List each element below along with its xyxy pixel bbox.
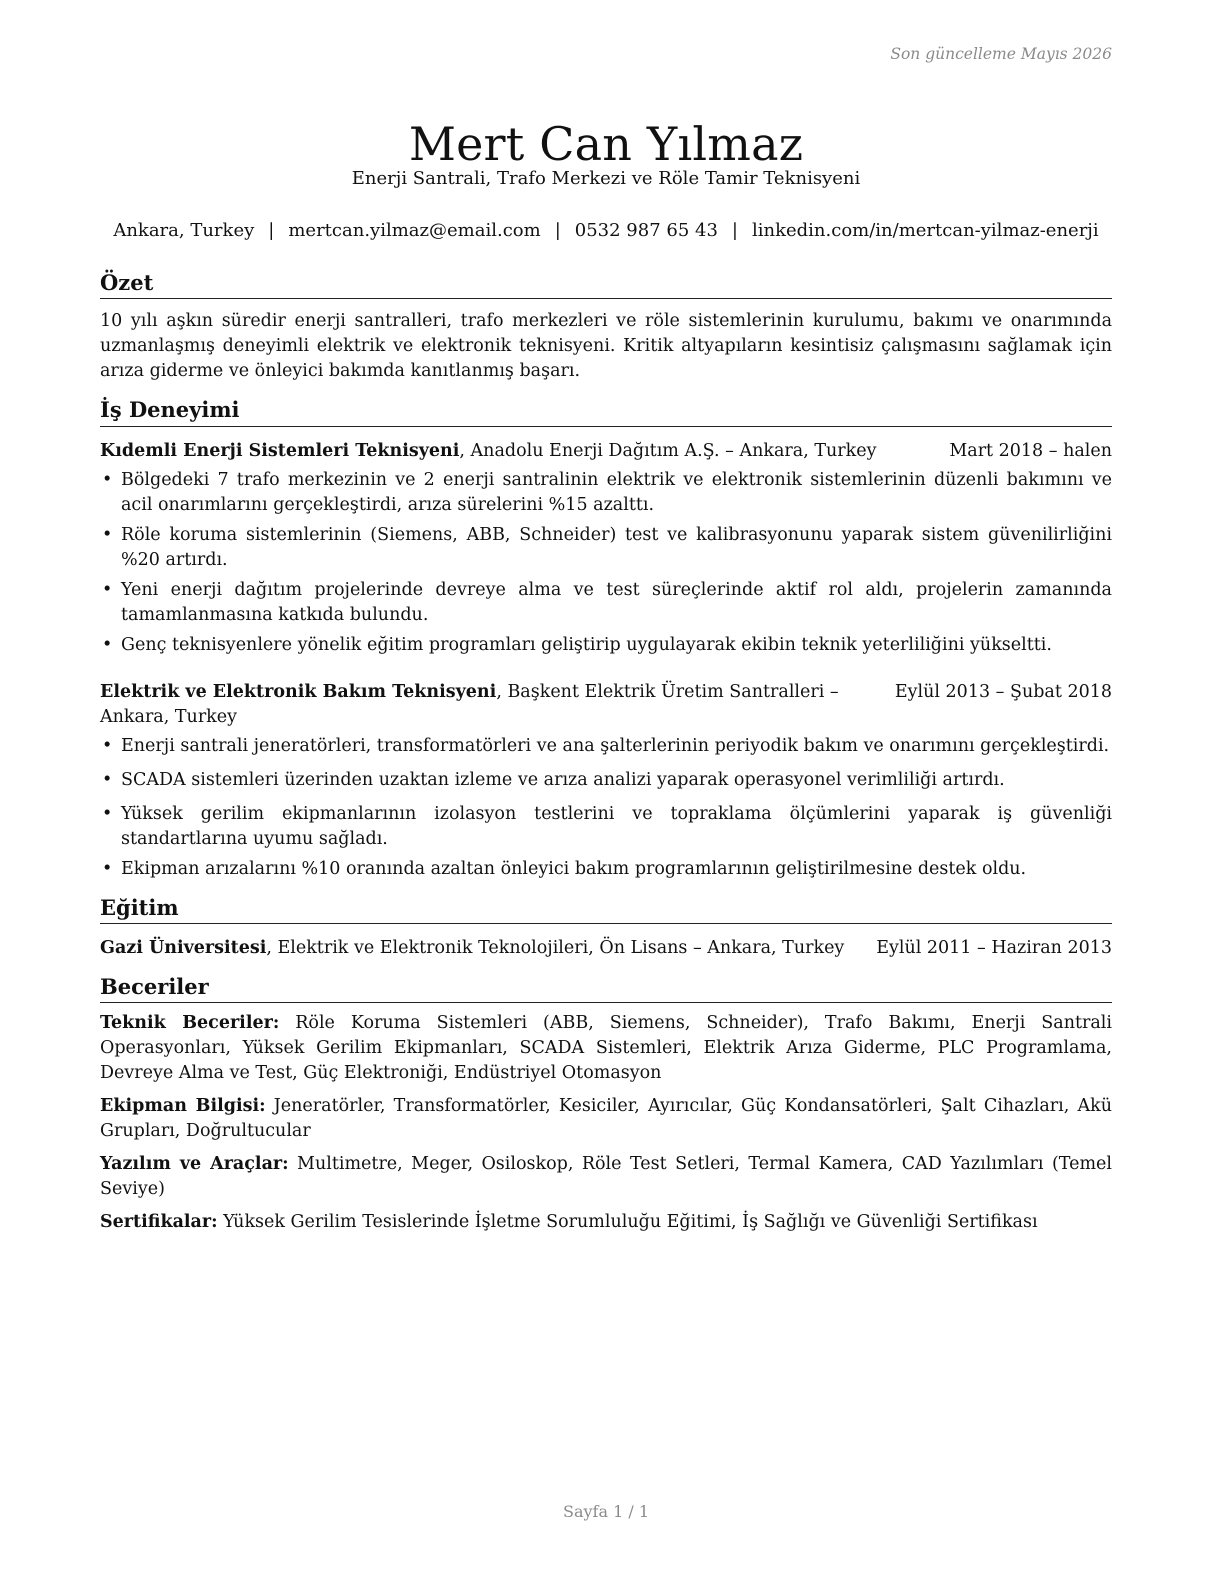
contact-separator: | [554, 220, 561, 241]
contact-email[interactable]: mertcan.yilmaz@email.com [288, 220, 541, 241]
bullet-dot-icon: • [102, 634, 113, 655]
job-role: Elektrik ve Elektronik Bakım Teknisyeni [100, 681, 497, 702]
bullet-text: Bölgedeki 7 trafo merkezinin ve 2 enerji santralinin elektrik ve elektronik sistemlerinin düzenli bakımını ve acil onarımlarını gerçekleştirdi, arıza sürelerini %15 azalttı. [121, 469, 1112, 515]
skill-text: Röle Koruma Sistemleri (ABB, Siemens, Schneider), Trafo Bakımı, Enerji Santrali Operasyonları, Yüksek Gerilim Ekipmanları, SCADA Sistemleri, Elektrik Arıza Giderme, PLC Programlama, Devreye Alma ve Test, Güç Elektroniği, Endüstriyel Otomasyon [100, 1013, 1112, 1083]
job-role: Kıdemli Enerji Sistemleri Teknisyeni [100, 440, 460, 461]
education-heading: Eğitim [100, 895, 1112, 924]
bullet-item [100, 633, 1112, 658]
skill-text: Yüksek Gerilim Tesislerinde İşletme Sorumluluğu Eğitimi, İş Sağlığı ve Güvenliği Sertifikası [217, 1212, 1038, 1232]
contact-separator: | [731, 220, 738, 241]
skills-heading: Beceriler [100, 974, 1112, 1003]
job-dates: Eylül 2013 – Şubat 2018 [894, 681, 1112, 702]
job-title: Enerji Santrali, Trafo Merkezi ve Röle Tamir Teknisyeni [351, 168, 861, 189]
skill-label: Ekipman Bilgisi: [100, 1096, 266, 1116]
bullet-text: SCADA sistemleri üzerinden uzaktan izleme ve arıza analizi yaparak operasyonel verimliliği artırdı. [121, 769, 1005, 790]
skill-group [100, 1152, 1112, 1202]
skill-group [100, 1210, 1112, 1235]
education-details: , Elektrik ve Elektronik Teknolojileri, Ön Lisans – Ankara, Turkey [266, 937, 845, 958]
bullet-dot-icon: • [102, 858, 113, 879]
contact-separator: | [268, 220, 275, 241]
job-entry [100, 439, 1112, 658]
experience-section [100, 397, 1112, 881]
bullet-text: Yüksek gerilim ekipmanlarının izolasyon testlerini ve topraklama ölçümlerini yaparak iş güvenliği standartlarına uyumu sağladı. [121, 803, 1112, 849]
job-company: , Başkent Elektrik Üretim Santralleri – Ankara, Turkey [100, 681, 839, 727]
summary-section [100, 270, 1112, 384]
education-dates: Eylül 2011 – Haziran 2013 [876, 937, 1112, 958]
summary-heading: Özet [100, 270, 1112, 299]
job-header [100, 439, 1112, 464]
skill-label: Yazılım ve Araçlar: [100, 1154, 289, 1174]
bullet-dot-icon: • [102, 735, 113, 756]
education-header [100, 936, 1112, 961]
job-role-company [100, 439, 949, 464]
candidate-name: Mert Can Yılmaz [408, 116, 804, 171]
bullet-text: Genç teknisyenlere yönelik eğitim programları geliştirip uygulayarak ekibin teknik yeterliliğini yükseltti. [121, 634, 1052, 655]
education-section [100, 895, 1112, 961]
contact-location: Ankara, Turkey [113, 220, 255, 241]
skills-section [100, 974, 1112, 1235]
job-dates: Mart 2018 – halen [949, 440, 1112, 461]
bullet-item [100, 523, 1112, 573]
skill-text: Jeneratörler, Transformatörler, Kesiciler, Ayırıcılar, Güç Kondansatörleri, Şalt Cihazları, Akü Grupları, Doğrultucular [100, 1096, 1112, 1141]
contact-line [100, 220, 1112, 241]
skill-text: Multimetre, Meger, Osiloskop, Röle Test Setleri, Termal Kamera, CAD Yazılımları (Temel Seviye) [100, 1154, 1112, 1199]
education-entry [100, 936, 1112, 961]
summary-text: 10 yılı aşkın süredir enerji santralleri, trafo merkezleri ve röle sistemlerinin kurulumu, bakımı ve onarımında uzmanlaşmış deneyimli elektrik ve elektronik teknisyeni. Kritik altyapıların kesintisiz çalışmasını sağlamak için arıza giderme ve önleyici bakımda kanıtlanmış başarı. [100, 311, 1112, 382]
job-header [100, 680, 1112, 730]
skill-group [100, 1011, 1112, 1086]
bullet-text: Enerji santrali jeneratörleri, transformatörleri ve ana şalterlerinin periyodik bakım ve onarımını gerçekleştirdi. [121, 735, 1110, 756]
contact-phone: 0532 987 65 43 [574, 220, 718, 241]
job-role-company [100, 680, 895, 730]
bullet-item [100, 468, 1112, 518]
resume-page [100, 0, 1112, 1584]
job-entry [100, 680, 1112, 882]
bullet-item [100, 734, 1112, 759]
education-school-details [100, 936, 876, 961]
job-company: , Anadolu Enerji Dağıtım A.Ş. – Ankara, Turkey [459, 440, 877, 461]
bullet-item [100, 802, 1112, 852]
resume-content [100, 270, 1112, 1248]
skill-label: Teknik Beceriler: [100, 1013, 280, 1033]
education-school: Gazi Üniversitesi [100, 937, 267, 958]
last-updated: Son güncelleme Mayıs 2026 [890, 45, 1112, 63]
bullet-text: Ekipman arızalarını %10 oranında azaltan önleyici bakım programlarının geliştirilmesine destek oldu. [121, 858, 1027, 879]
experience-heading: İş Deneyimi [100, 397, 1112, 426]
bullet-text: Yeni enerji dağıtım projelerinde devreye alma ve test süreçlerinde aktif rol aldı, projelerin zamanında tamamlanmasına katkıda bulundu. [121, 579, 1112, 625]
page-number: Sayfa 1 / 1 [562, 1502, 649, 1521]
skill-group [100, 1094, 1112, 1144]
bullet-dot-icon: • [102, 469, 113, 490]
bullet-dot-icon: • [102, 579, 113, 600]
bullet-dot-icon: • [102, 524, 113, 545]
bullet-item [100, 857, 1112, 882]
job-bullets [100, 734, 1112, 882]
bullet-dot-icon: • [102, 769, 113, 790]
bullet-text: Röle koruma sistemlerinin (Siemens, ABB, Schneider) test ve kalibrasyonunu yaparak sistem güvenilirliğini %20 artırdı. [121, 524, 1112, 570]
bullet-item [100, 768, 1112, 793]
job-bullets [100, 468, 1112, 658]
skill-label: Sertifikalar: [100, 1212, 218, 1232]
contact-linkedin[interactable]: linkedin.com/in/mertcan-yilmaz-enerji [751, 220, 1099, 241]
bullet-item [100, 578, 1112, 628]
bullet-dot-icon: • [102, 803, 113, 824]
